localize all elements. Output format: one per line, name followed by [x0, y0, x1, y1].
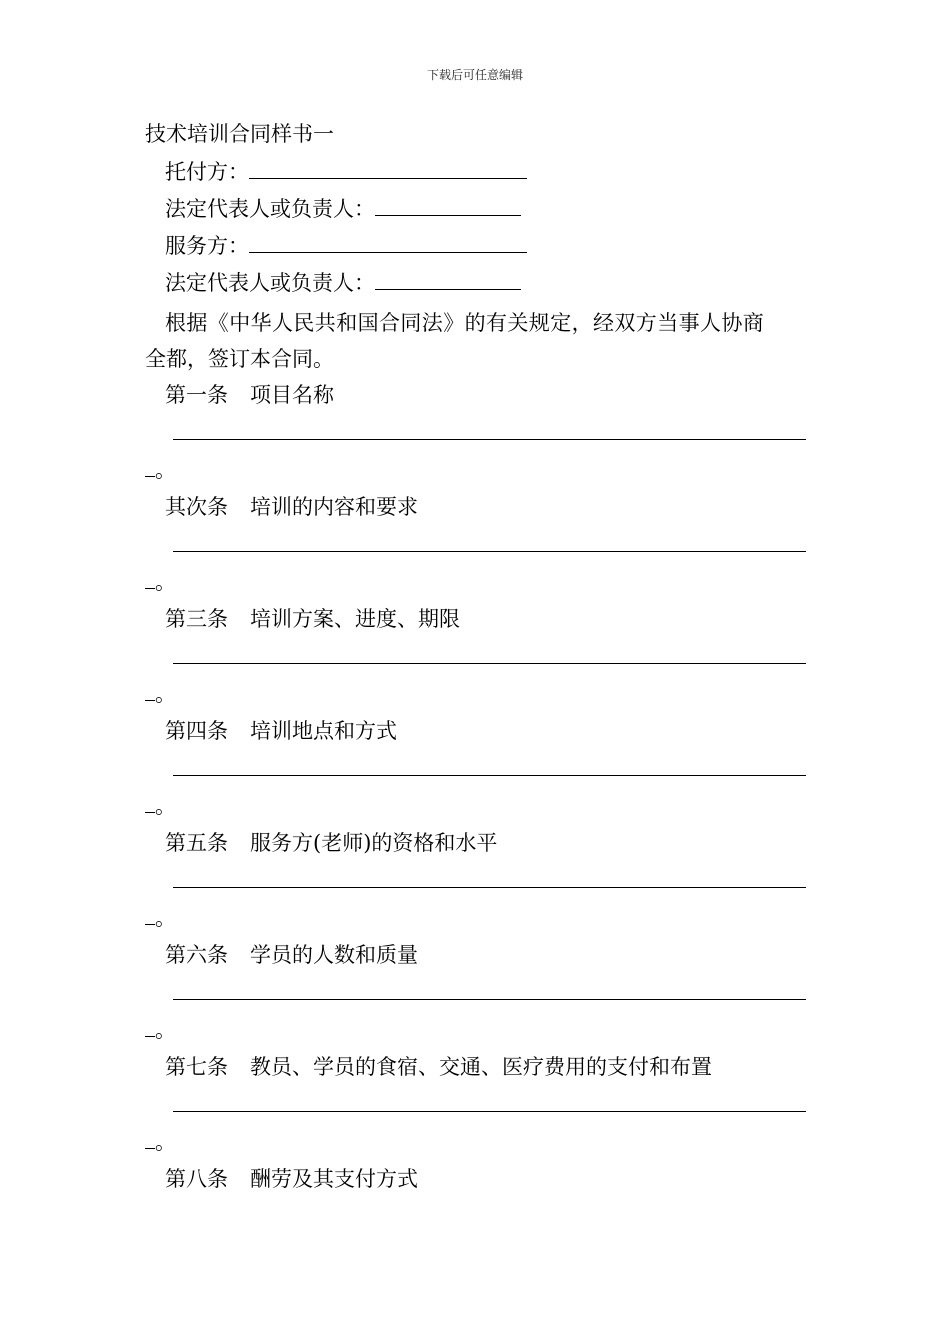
- document-title: 技术培训合同样书一: [145, 122, 334, 146]
- article-6-title: 学员的人数和质量: [250, 943, 418, 967]
- article-4-number: 第四条: [165, 719, 228, 743]
- article-7-title: 教员、学员的食宿、交通、医疗费用的支付和布置: [250, 1055, 712, 1079]
- article-5-tail: 。: [145, 904, 176, 932]
- article-1-number: 第一条: [165, 383, 228, 407]
- article-4-title: 培训地点和方式: [250, 719, 397, 743]
- article-4-blank[interactable]: [173, 775, 806, 776]
- party-provider-rep-blank[interactable]: [375, 269, 521, 290]
- article-3-blank[interactable]: [173, 663, 806, 664]
- article-2-tail: 。: [145, 568, 176, 596]
- article-5-blank[interactable]: [173, 887, 806, 888]
- party-client-label: 托付方：: [165, 160, 249, 184]
- party-provider-blank[interactable]: [249, 232, 527, 253]
- article-7-tail: 。: [145, 1128, 176, 1156]
- article-1-title: 项目名称: [250, 383, 334, 407]
- article-6-heading: [165, 941, 418, 969]
- party-provider-rep-label: 法定代表人或负责人：: [165, 271, 375, 295]
- article-1-tail: 。: [145, 456, 176, 484]
- party-provider-rep: [165, 269, 521, 297]
- article-8-number: 第八条: [165, 1167, 228, 1191]
- party-provider: [165, 232, 527, 260]
- article-1-blank[interactable]: [173, 439, 806, 440]
- party-provider-label: 服务方：: [165, 234, 249, 258]
- article-3-tail: 。: [145, 680, 176, 708]
- article-8-heading: [165, 1165, 418, 1193]
- party-client-rep-blank[interactable]: [375, 195, 521, 216]
- article-3-number: 第三条: [165, 607, 228, 631]
- article-7-heading: [165, 1053, 712, 1081]
- article-2-title: 培训的内容和要求: [250, 495, 418, 519]
- article-4-heading: [165, 717, 397, 745]
- article-5-title: 服务方(老师)的资格和水平: [250, 831, 498, 855]
- party-client-rep: [165, 195, 521, 223]
- article-6-tail: 。: [145, 1016, 176, 1044]
- article-3-heading: [165, 605, 460, 633]
- party-client-rep-label: 法定代表人或负责人：: [165, 197, 375, 221]
- header-note: 下载后可任意编辑: [426, 68, 523, 82]
- article-2-heading: [165, 493, 418, 521]
- article-6-number: 第六条: [165, 943, 228, 967]
- article-2-blank[interactable]: [173, 551, 806, 552]
- intro-line-1: 根据《中华人民共和国合同法》的有关规定，经双方当事人协商: [165, 311, 765, 335]
- article-5-heading: [165, 829, 497, 857]
- article-3-title: 培训方案、进度、期限: [250, 607, 460, 631]
- article-8-title: 酬劳及其支付方式: [250, 1167, 418, 1191]
- article-7-blank[interactable]: [173, 1111, 806, 1112]
- party-client: [165, 158, 527, 186]
- article-6-blank[interactable]: [173, 999, 806, 1000]
- article-5-number: 第五条: [165, 831, 228, 855]
- article-7-number: 第七条: [165, 1055, 228, 1079]
- party-client-blank[interactable]: [249, 158, 527, 179]
- article-2-number: 其次条: [165, 495, 228, 519]
- article-1-heading: [165, 381, 334, 409]
- article-4-tail: 。: [145, 792, 176, 820]
- intro-line-2: 全都，签订本合同。: [145, 347, 334, 371]
